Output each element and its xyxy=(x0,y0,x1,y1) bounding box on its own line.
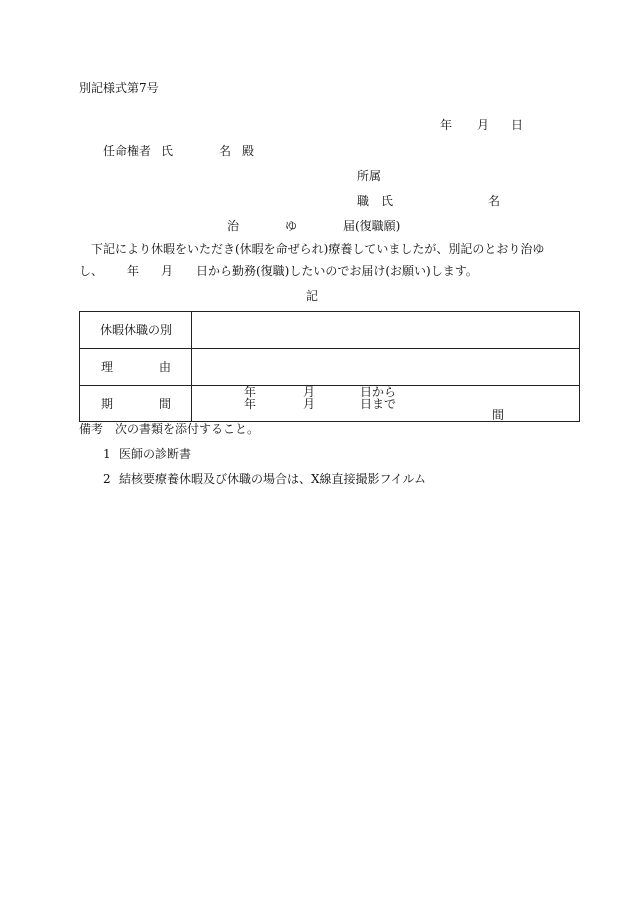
leave-table xyxy=(79,311,580,422)
leave-type-value-cell[interactable] xyxy=(192,312,580,349)
reason-label-cell xyxy=(80,349,192,386)
table-row xyxy=(80,312,580,349)
form-number: 別記様式第7号 xyxy=(79,81,159,95)
to-year: 年 xyxy=(244,397,257,411)
note-2-text: 結核要療養休暇及び休職の場合は、X線直接撮影フイルム xyxy=(119,472,426,486)
period-value-cell[interactable] xyxy=(192,386,580,422)
title-ji: 治 xyxy=(227,219,240,233)
addressee-mei: 名 xyxy=(219,144,232,158)
from-year: 年 xyxy=(244,385,257,399)
reason-label-a: 理 xyxy=(101,360,114,374)
from-day: 日から xyxy=(360,385,397,399)
body-line-2-month: 月 xyxy=(161,264,174,278)
period-label-cell xyxy=(80,386,192,422)
body-line-2-start: し、 xyxy=(79,264,104,278)
title-yu: ゆ xyxy=(285,219,298,233)
applicant-mei: 名 xyxy=(488,194,501,208)
to-day: 日まで xyxy=(360,397,397,411)
affiliation-label: 所属 xyxy=(357,169,382,183)
body-line-1: 下記により休暇をいただき(休暇を命ぜられ)療養していましたが、別記のとおり治ゆ xyxy=(91,242,545,256)
job-label: 職 xyxy=(357,194,370,208)
table-row xyxy=(80,386,580,422)
title-todoke: 届(復職願) xyxy=(343,219,401,233)
to-month: 月 xyxy=(303,397,316,411)
period-suffix: 間 xyxy=(492,408,505,422)
addressee-shi: 氏 xyxy=(161,144,174,158)
body-line-2-rest: 日から勤務(復職)したいのでお届け(お願い)します。 xyxy=(196,264,478,278)
note-1-text: 医師の診断書 xyxy=(119,447,192,461)
table-row xyxy=(80,349,580,386)
reason-value-cell[interactable] xyxy=(192,349,580,386)
date-day-label: 日 xyxy=(511,118,524,132)
note-1-number: 1 xyxy=(103,447,111,461)
date-month-label: 月 xyxy=(477,118,490,132)
leave-type-label-cell xyxy=(80,312,192,349)
date-year-label: 年 xyxy=(440,118,453,132)
from-month: 月 xyxy=(303,385,316,399)
notes-heading: 備考 xyxy=(79,422,104,436)
period-label-a: 期 xyxy=(101,397,114,411)
leave-type-label: 休暇休職の別 xyxy=(100,323,173,337)
addressee-dono: 殿 xyxy=(242,144,255,158)
applicant-shi: 氏 xyxy=(381,194,394,208)
addressee-title: 任命権者 xyxy=(103,144,152,158)
body-line-2-year: 年 xyxy=(127,264,140,278)
notes-heading-text: 次の書類を添付すること。 xyxy=(115,422,260,436)
reason-label-b: 由 xyxy=(159,360,172,374)
period-label-b: 間 xyxy=(159,397,172,411)
ki-label: 記 xyxy=(306,289,319,303)
note-2-number: 2 xyxy=(103,472,111,486)
